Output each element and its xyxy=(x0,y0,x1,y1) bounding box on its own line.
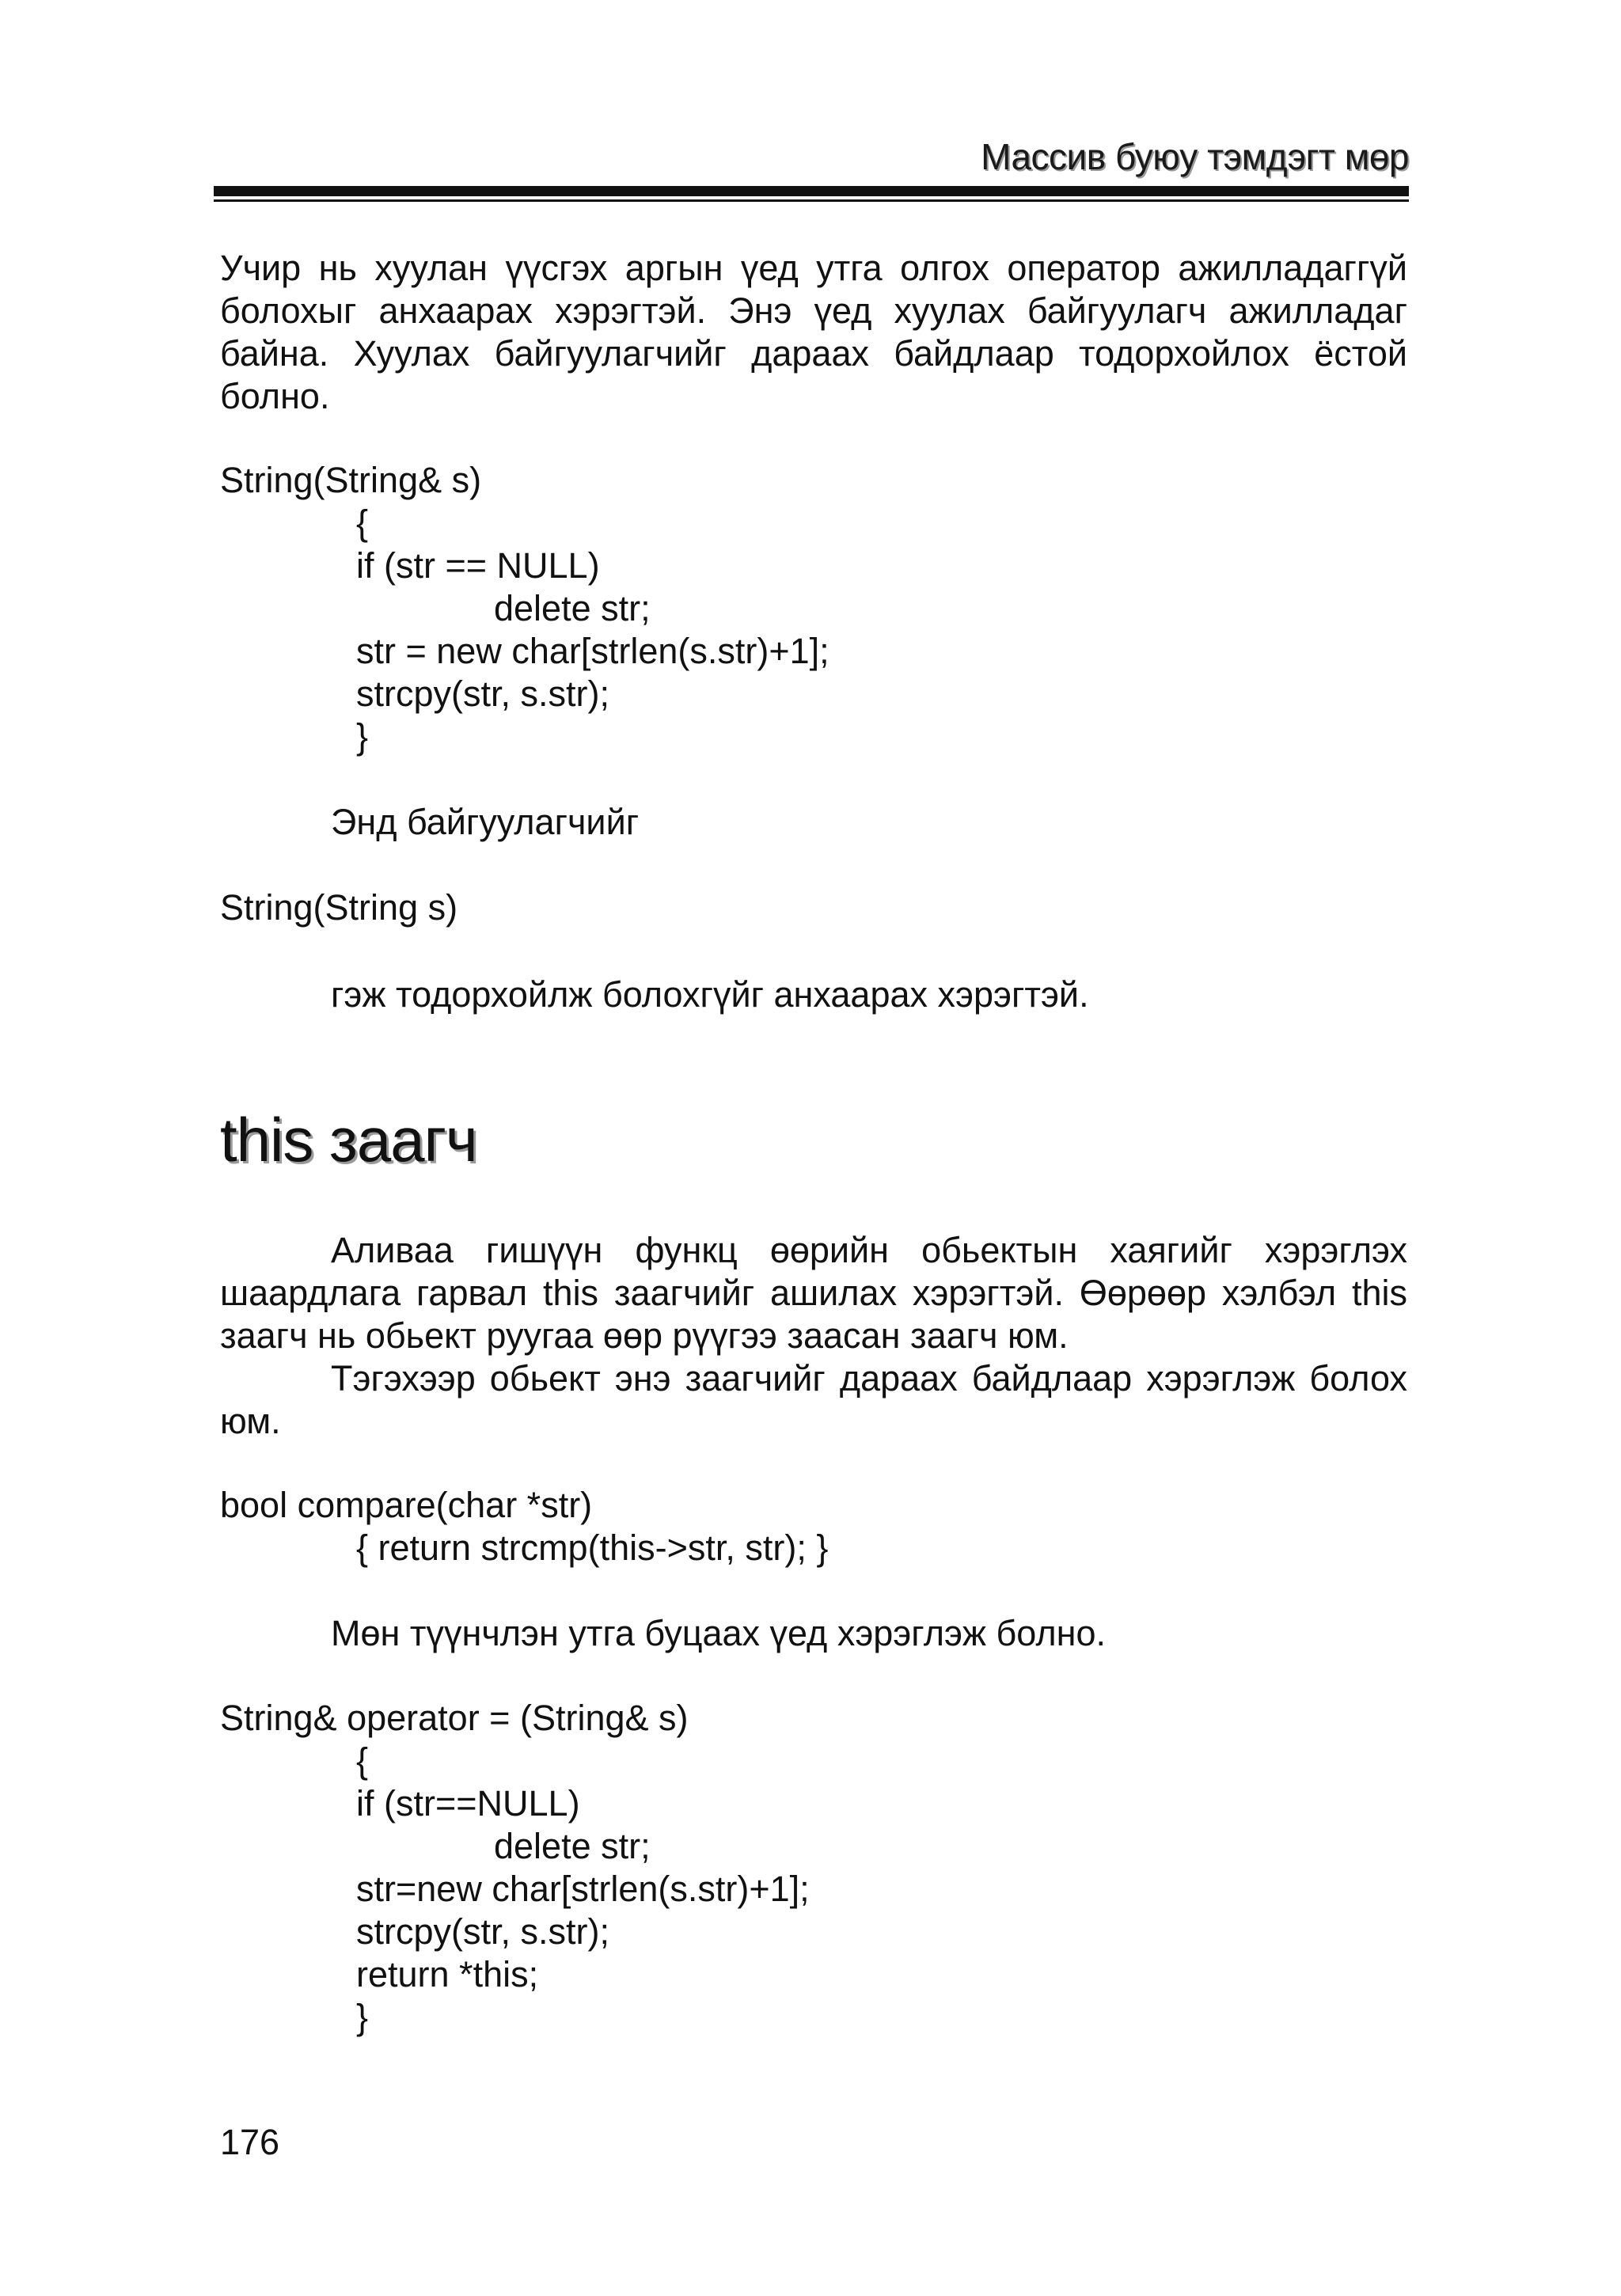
code-line: } xyxy=(356,1997,369,2037)
page-number: 176 xyxy=(220,2122,280,2162)
note-2 xyxy=(220,973,1407,1016)
note-text: Мөн түүнчлэн утга буцаах үед хэрэглэж болно. xyxy=(331,1613,1106,1653)
section-paragraph-1 xyxy=(220,1229,1407,1357)
code-line: String(String& s) xyxy=(220,460,482,500)
code-block-compare xyxy=(220,1484,1407,1569)
note-text: Энд байгуулагчийг xyxy=(331,802,640,842)
code-block-copy-constructor xyxy=(220,459,1407,758)
note-text: гэж тодорхойлж болохгүйг анхаарах хэрэгтэй. xyxy=(331,974,1089,1015)
code-line: String(String s) xyxy=(220,887,458,928)
section-paragraph-2 xyxy=(220,1357,1407,1443)
code-line: delete str; xyxy=(494,1826,651,1866)
section-heading: this заагч xyxy=(220,1105,477,1175)
code-line: bool compare(char *str) xyxy=(220,1485,593,1525)
code-line-2 xyxy=(220,886,1407,929)
code-line: String& operator = (String& s) xyxy=(220,1698,689,1738)
intro-paragraph xyxy=(220,247,1407,418)
code-line: str=new char[strlen(s.str)+1]; xyxy=(356,1869,810,1909)
note-3 xyxy=(220,1612,1407,1655)
code-line: strcpy(str, s.str); xyxy=(356,674,609,714)
intro-paragraph-text: Учир нь хуулан үүсгэх аргын үед утга олгох оператор ажилладаггүй болохыг анхаарах хэрэгтэй. Энэ үед хуулах байгуулагч ажилладаг байна. Хуулах байгуулагчийг дараах байдлаар тодорхойлох ёстой болно. xyxy=(220,248,1407,416)
code-line: if (str == NULL) xyxy=(356,545,600,586)
code-line: { xyxy=(356,503,369,543)
running-header-title: Массив буюу тэмдэгт мөр xyxy=(981,136,1409,177)
code-line: str = new char[strlen(s.str)+1]; xyxy=(356,631,829,671)
code-line: } xyxy=(356,716,369,757)
section-paragraph-text: Тэгэхээр обьект энэ заагчийг дараах байдлаар хэрэглэж болох юм. xyxy=(220,1358,1407,1441)
code-block-assignment-operator xyxy=(220,1697,1407,2039)
header-rule-thick xyxy=(214,186,1409,196)
code-line: return *this; xyxy=(356,1954,539,1994)
code-line: { return strcmp(this->str, str); } xyxy=(356,1528,829,1568)
code-line: if (str==NULL) xyxy=(356,1783,580,1824)
code-line: strcpy(str, s.str); xyxy=(356,1911,609,1952)
header-rule-thin xyxy=(214,199,1409,202)
note-1 xyxy=(220,801,1407,844)
section-paragraph-text: Аливаа гишүүн функц өөрийн обьектын хаягийг хэрэглэх шаардлага гарвал this заагчийг ашилах хэрэгтэй. Өөрөөр хэлбэл this заагч нь обьект руугаа өөр рүүгээ заасан заагч юм. xyxy=(220,1230,1407,1356)
code-line: { xyxy=(356,1740,369,1781)
code-line: delete str; xyxy=(494,588,651,628)
